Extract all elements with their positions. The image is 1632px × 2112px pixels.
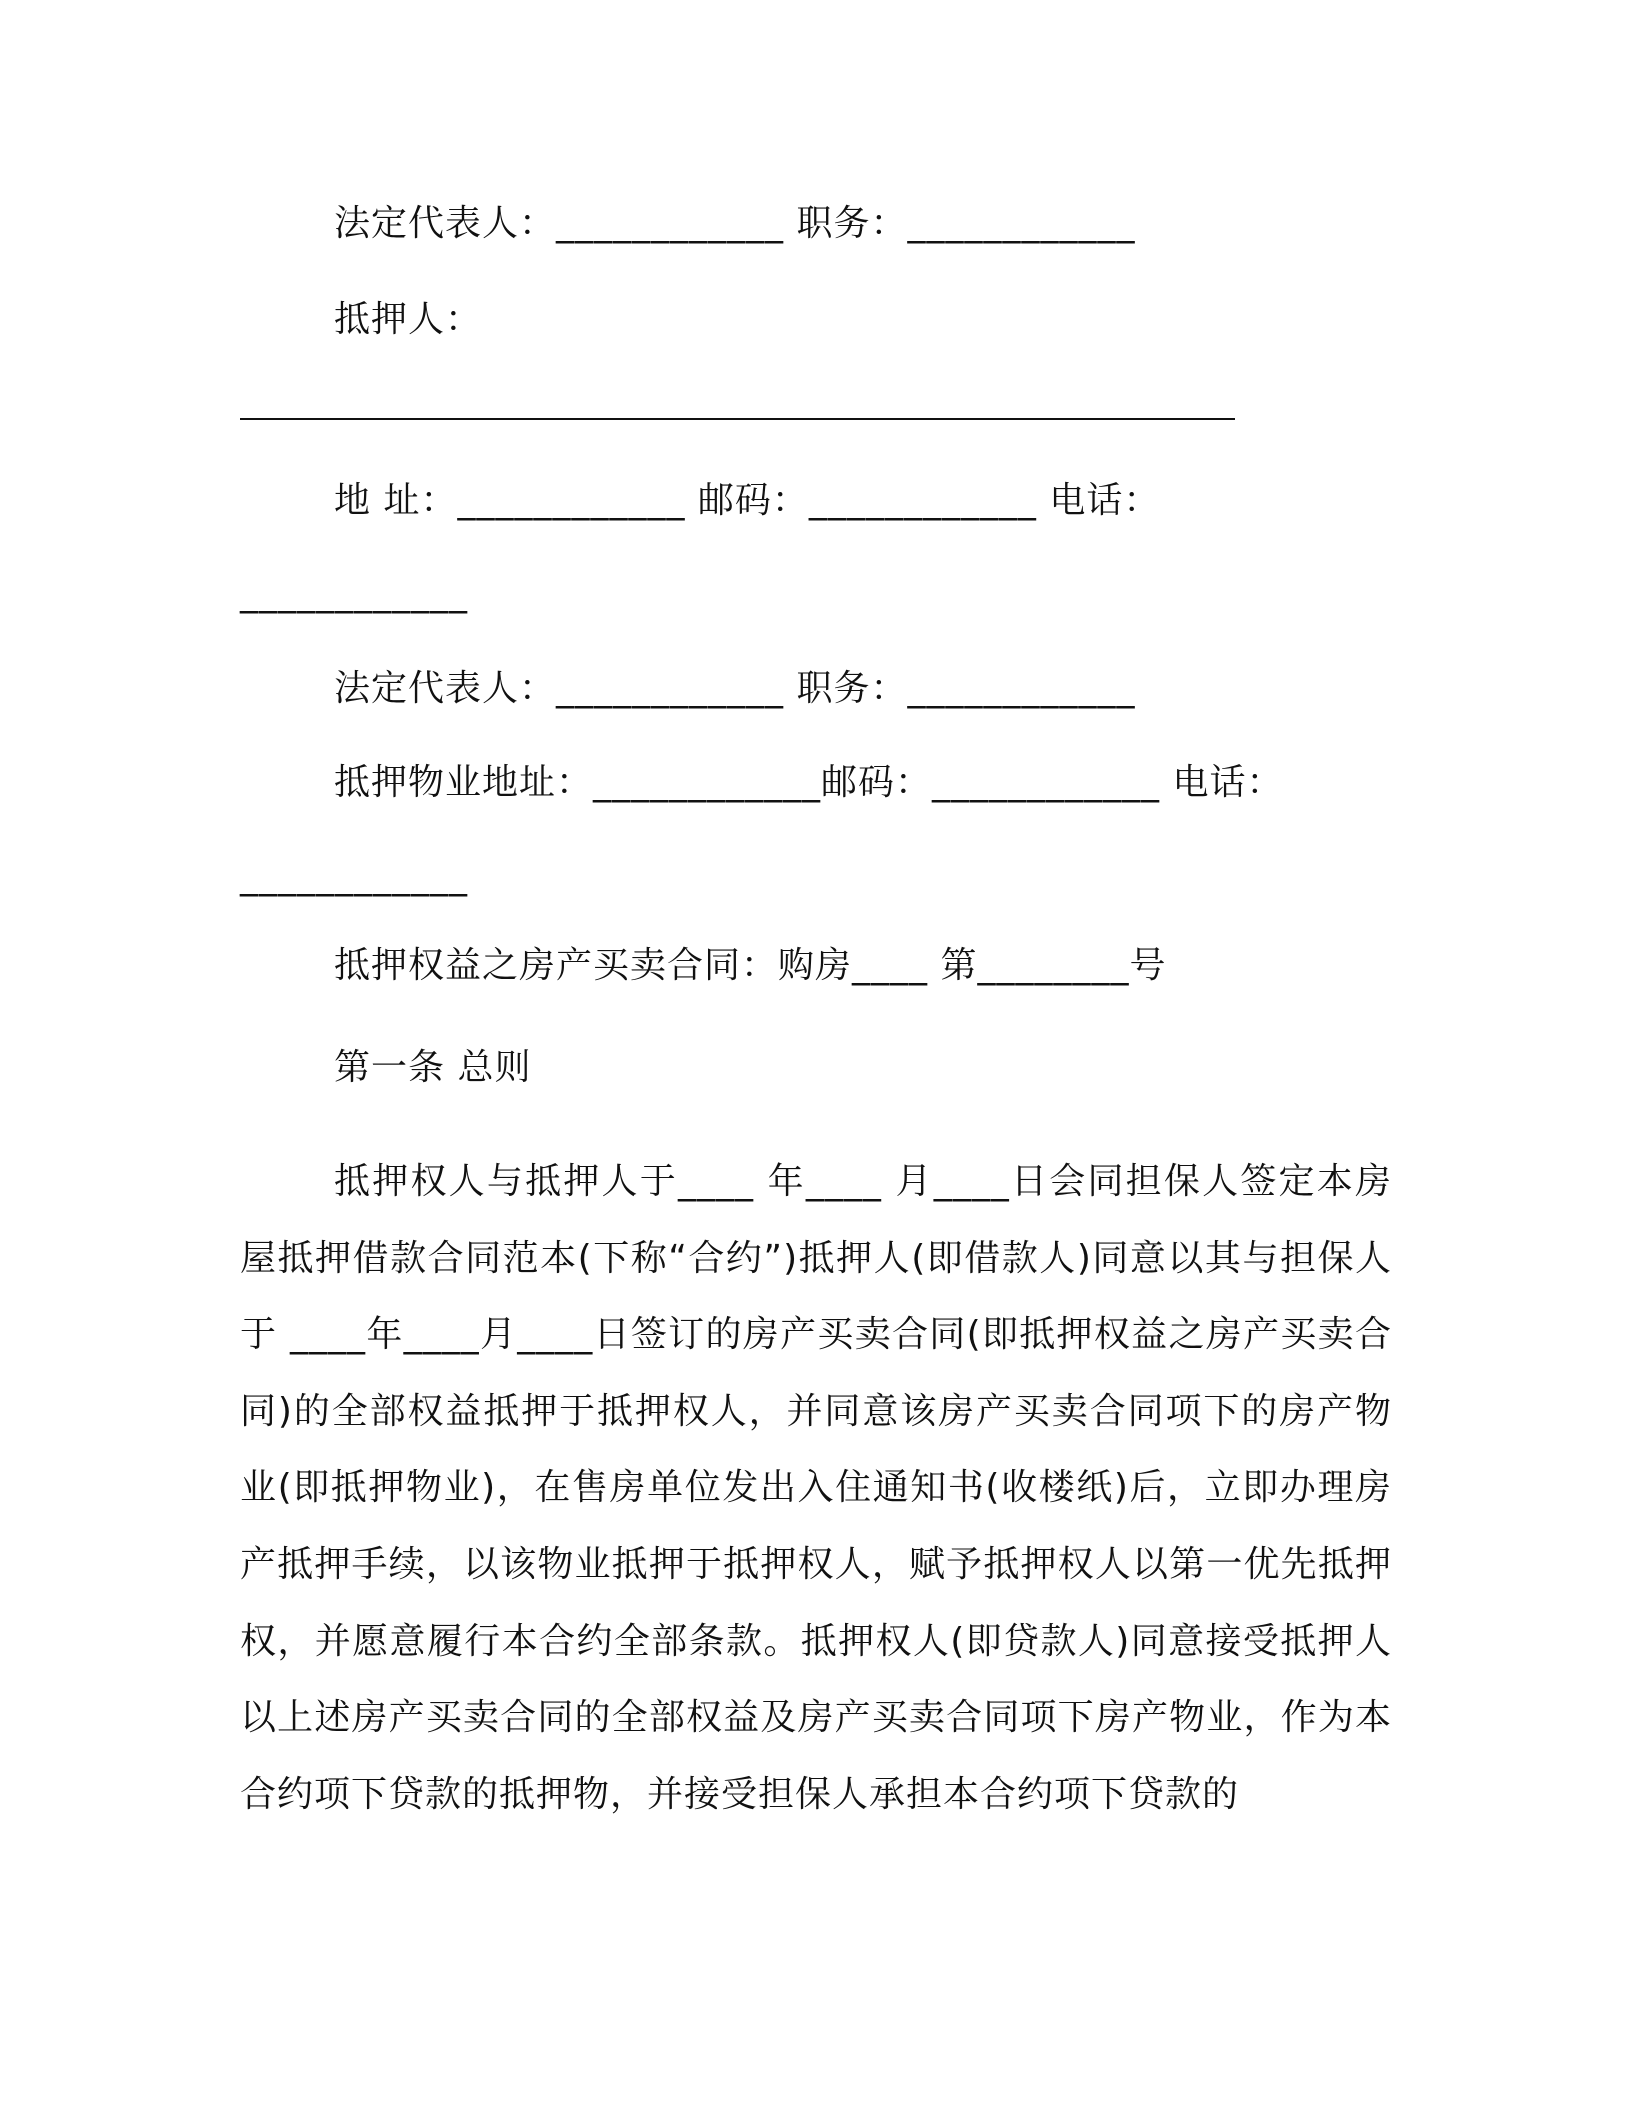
- legal-rep-line-1: 法定代表人：____________ 职务：____________: [334, 203, 1136, 244]
- article-one-heading: 第一条 总则: [334, 1047, 532, 1088]
- article-one-body: 抵押权人与抵押人于____ 年____ 月____日会同担保人签定本房屋抵押借款合同范本(下称“合约”)抵押人(即借款人)同意以其与担保人于 ____年____月____日签订的房产买卖合同(即抵押权益之房产买卖合同)的全部权益抵押于抵押权人，并同意该房产买卖合同项下的房产物业(即抵押物业)，在售房单位发出入住通知书(收楼纸)后，立即办理房产抵押手续，以该物业抵押于抵押权人，赋予抵押权人以第一优先抵押权，并愿意履行本合约全部条款。抵押权人(即贷款人)同意接受抵押人以上述房产买卖合同的全部权益及房产买卖合同项下房产物业，作为本合约项下贷款的抵押物，并接受担保人承担本合约项下贷款的: [240, 1161, 1392, 1815]
- mortgagor-label: 抵押人：: [334, 299, 483, 340]
- phone-blank-1: ____________: [240, 573, 468, 614]
- address-line: 地 址：____________ 邮码：____________ 电话：: [334, 480, 1161, 521]
- phone-blank-2: ____________: [240, 856, 468, 897]
- property-address-line: 抵押物业地址：____________邮码：____________ 电话：: [334, 762, 1284, 803]
- sale-contract-line: 抵押权益之房产买卖合同：购房____ 第________号: [334, 945, 1167, 986]
- mortgagor-blank-line: [240, 418, 1235, 420]
- legal-rep-line-2: 法定代表人：____________ 职务：____________: [334, 668, 1136, 709]
